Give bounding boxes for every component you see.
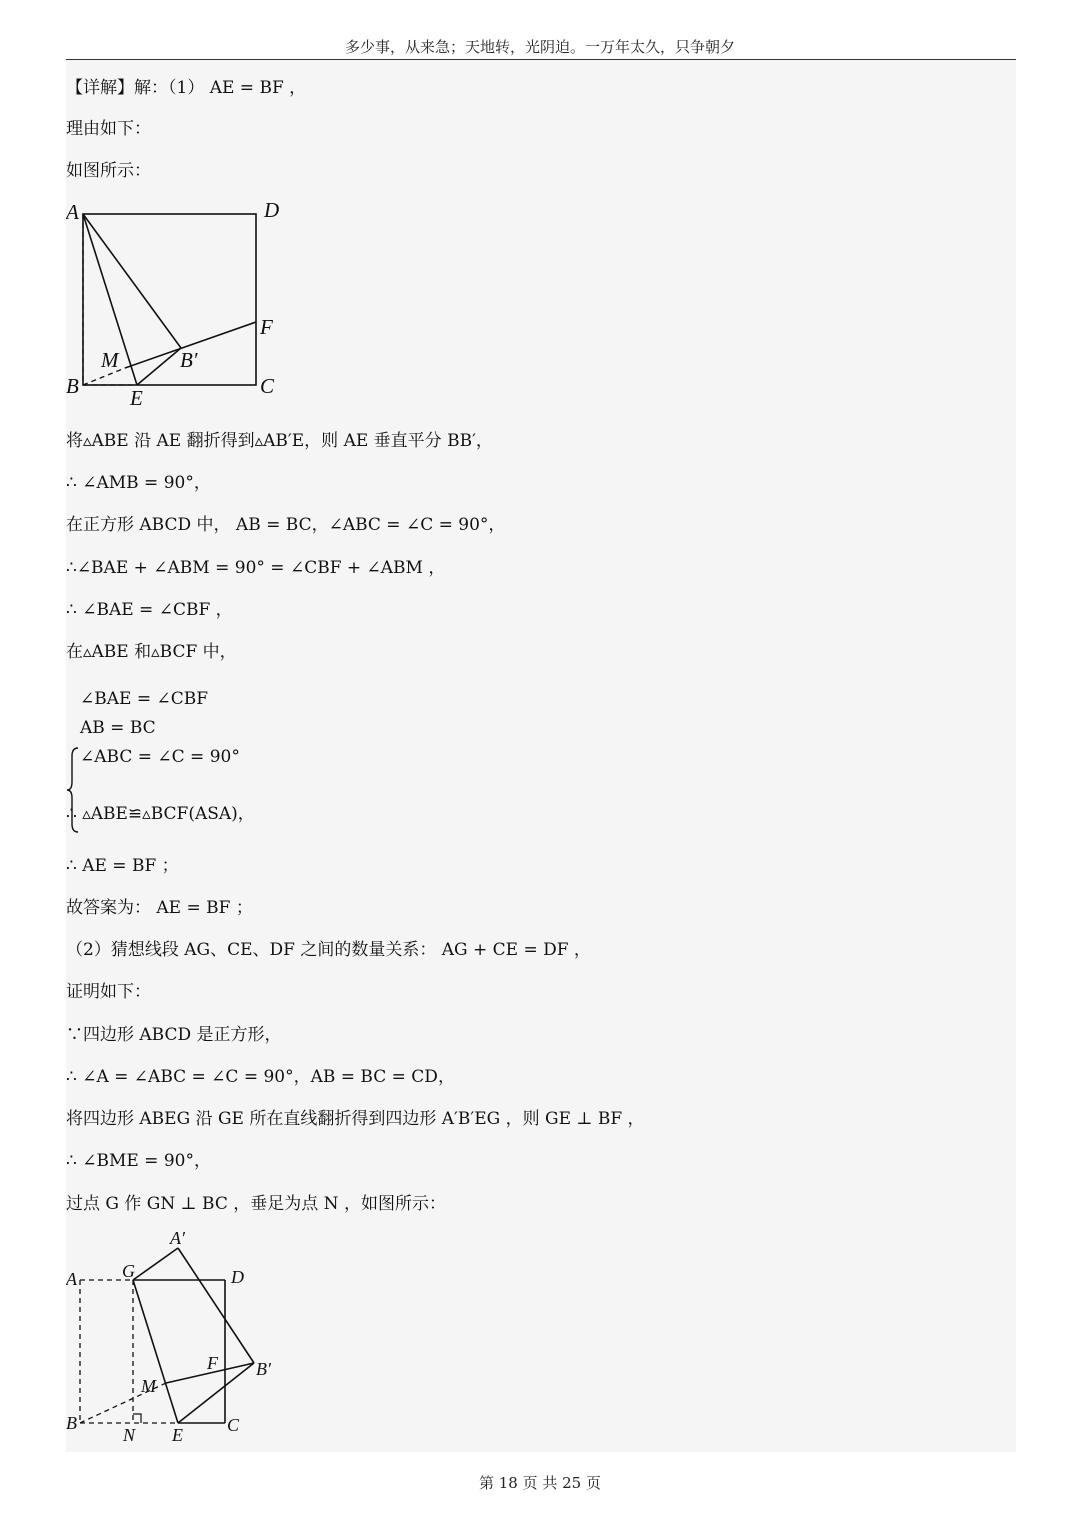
text-line: 在▵ABE 和▵BCF 中， xyxy=(66,642,237,662)
text-line: ∴∠BAE + ∠ABM = 90° = ∠CBF + ∠ABM ， xyxy=(66,558,446,578)
system-line: ∠BAE = ∠CBF xyxy=(80,689,209,709)
page-footer: 第 18 页 共 25 页 xyxy=(478,1474,601,1492)
text-line: 如图所示： xyxy=(66,161,151,181)
label-n: N xyxy=(123,1425,136,1445)
label-g: G xyxy=(122,1261,135,1281)
label-d: D xyxy=(264,198,280,222)
label-b: B xyxy=(66,374,79,398)
label-m: M xyxy=(101,348,119,372)
square-fold-figure-1 xyxy=(66,195,306,410)
text-line: 在正方形 ABCD 中， AB = BC，∠ABC = ∠C = 90°， xyxy=(66,515,506,535)
text-line: ∴ ∠BAE = ∠CBF ， xyxy=(66,600,233,620)
label-b: B xyxy=(66,1413,77,1433)
label-c: C xyxy=(227,1415,240,1435)
label-e: E xyxy=(130,386,143,410)
text-line: 故答案为： AE = BF ； xyxy=(66,898,253,918)
text-line: 过点 G 作 GN ⊥ BC ，垂足为点 N ，如图所示： xyxy=(66,1194,446,1214)
text-line: ∴ ▵ABE≌▵BCF(ASA)， xyxy=(66,804,255,824)
text-line: 将四边形 ABEG 沿 GE 所在直线翻折得到四边形 A′B′EG ，则 GE ⊥ BF ， xyxy=(66,1109,645,1129)
text-line: ∴ ∠BME = 90°， xyxy=(66,1151,211,1171)
system-line: AB = BC xyxy=(80,718,156,738)
label-e: E xyxy=(172,1425,183,1445)
label-c: C xyxy=(260,374,275,398)
system-line: ∠ABC = ∠C = 90° xyxy=(80,747,240,767)
segment-e-bp xyxy=(137,348,181,385)
label-f: F xyxy=(260,315,273,339)
text-line: 证明如下： xyxy=(66,982,151,1002)
text-line: （2）猜想线段 AG、CE、DF 之间的数量关系： AG + CE = DF ， xyxy=(66,940,591,960)
page-header: 多少事，从来急；天地转，光阴迫。一万年太久，只争朝夕 xyxy=(344,38,735,56)
label-b-prime: B′ xyxy=(180,348,198,372)
segment-g-ap xyxy=(133,1248,178,1280)
label-a: A xyxy=(66,1269,77,1289)
label-f: F xyxy=(207,1353,218,1373)
right-angle-mark xyxy=(133,1414,141,1423)
text-line: 理由如下： xyxy=(66,119,151,139)
text-line: 将▵ABE 沿 AE 翻折得到▵AB′E，则 AE 垂直平分 BB′， xyxy=(66,431,493,451)
label-a-prime: A′ xyxy=(170,1228,185,1248)
text-line: ∵四边形 ABCD 是正方形， xyxy=(66,1025,282,1045)
label-b-prime: B′ xyxy=(256,1359,271,1379)
segment-a-bp xyxy=(83,214,181,348)
label-a: A xyxy=(66,200,79,224)
text-line: ∴ ∠AMB = 90°， xyxy=(66,473,211,493)
text-line: ∴ AE = BF ； xyxy=(66,856,179,876)
square-fold-figure-2 xyxy=(66,1225,296,1445)
segment-ap-bp xyxy=(178,1248,254,1363)
text-line: ∴ ∠A = ∠ABC = ∠C = 90°，AB = BC = CD， xyxy=(66,1067,455,1087)
label-m: M xyxy=(141,1376,156,1396)
solution-content xyxy=(66,60,1016,1452)
text-line: 【详解】解：（1） AE = BF ， xyxy=(66,78,307,98)
label-d: D xyxy=(231,1267,244,1287)
segment-g-e xyxy=(133,1280,178,1423)
